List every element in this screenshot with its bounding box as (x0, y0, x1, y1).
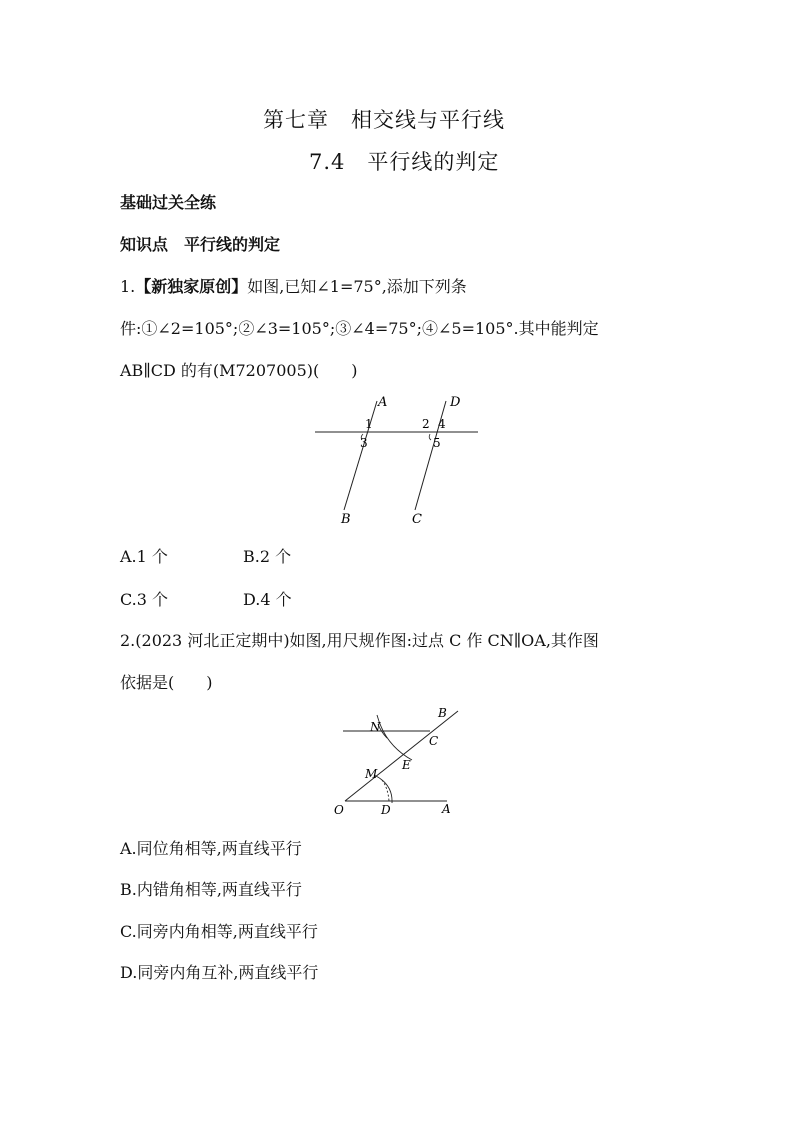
label-d: D (450, 395, 461, 410)
q2-option-c[interactable]: C.同旁内角相等,两直线平行 (120, 922, 318, 941)
q1-option-c[interactable]: C.3 个 (120, 590, 169, 609)
label-b: B (341, 512, 351, 527)
q2-option-a[interactable]: A.同位角相等,两直线平行 (120, 839, 302, 858)
q1-option-b[interactable]: B.2 个 (243, 547, 292, 566)
q2-figure (325, 700, 465, 820)
label-c: C (412, 512, 422, 527)
knowledge-point-heading: 知识点 平行线的判定 (120, 235, 281, 254)
q1-number: 1. (120, 277, 136, 296)
label-m: M (365, 767, 378, 781)
line-ob (345, 711, 458, 801)
label-a: A (378, 395, 388, 410)
label-o: O (334, 803, 344, 817)
label-angle-1: 1 (365, 417, 373, 431)
q1-line-3: AB∥CD 的有(M7207005)( ) (120, 361, 358, 380)
q1-option-a[interactable]: A.1 个 (120, 547, 168, 566)
label-n: N (370, 720, 381, 734)
q2-option-b[interactable]: B.内错角相等,两直线平行 (120, 880, 302, 899)
q2-option-d[interactable]: D.同旁内角互补,两直线平行 (120, 963, 319, 982)
q1-figure (310, 390, 485, 530)
label-angle-4: 4 (438, 417, 446, 431)
label-c: C (429, 734, 439, 748)
construction-arc-large (377, 715, 412, 760)
practice-heading: 基础过关全练 (120, 193, 217, 212)
section-title: 7.4 平行线的判定 (309, 150, 500, 174)
q2-line-1: 2.(2023 河北正定期中)如图,用尺规作图:过点 C 作 CN∥OA,其作图 (120, 631, 599, 650)
label-a: A (442, 802, 451, 816)
label-angle-3: 3 (360, 436, 368, 450)
label-b: B (438, 706, 447, 720)
label-angle-2: 2 (422, 417, 430, 431)
q2-line-2: 依据是( ) (120, 673, 213, 692)
q1-line-1 (120, 274, 467, 297)
q1-option-d[interactable]: D.4 个 (243, 590, 292, 609)
q1-text: 如图,已知∠1=75°,添加下列条 (247, 277, 467, 296)
angle-arc-2 (429, 434, 431, 440)
label-angle-5: 5 (433, 436, 441, 450)
chapter-title: 第七章 相交线与平行线 (263, 108, 505, 132)
label-e: E (402, 758, 411, 772)
q1-tag: 【新独家原创】 (135, 277, 248, 296)
label-d: D (381, 803, 391, 817)
q1-line-2: 件:①∠2=105°;②∠3=105°;③∠4=75°;④∠5=105°.其中能判定 (120, 319, 599, 338)
